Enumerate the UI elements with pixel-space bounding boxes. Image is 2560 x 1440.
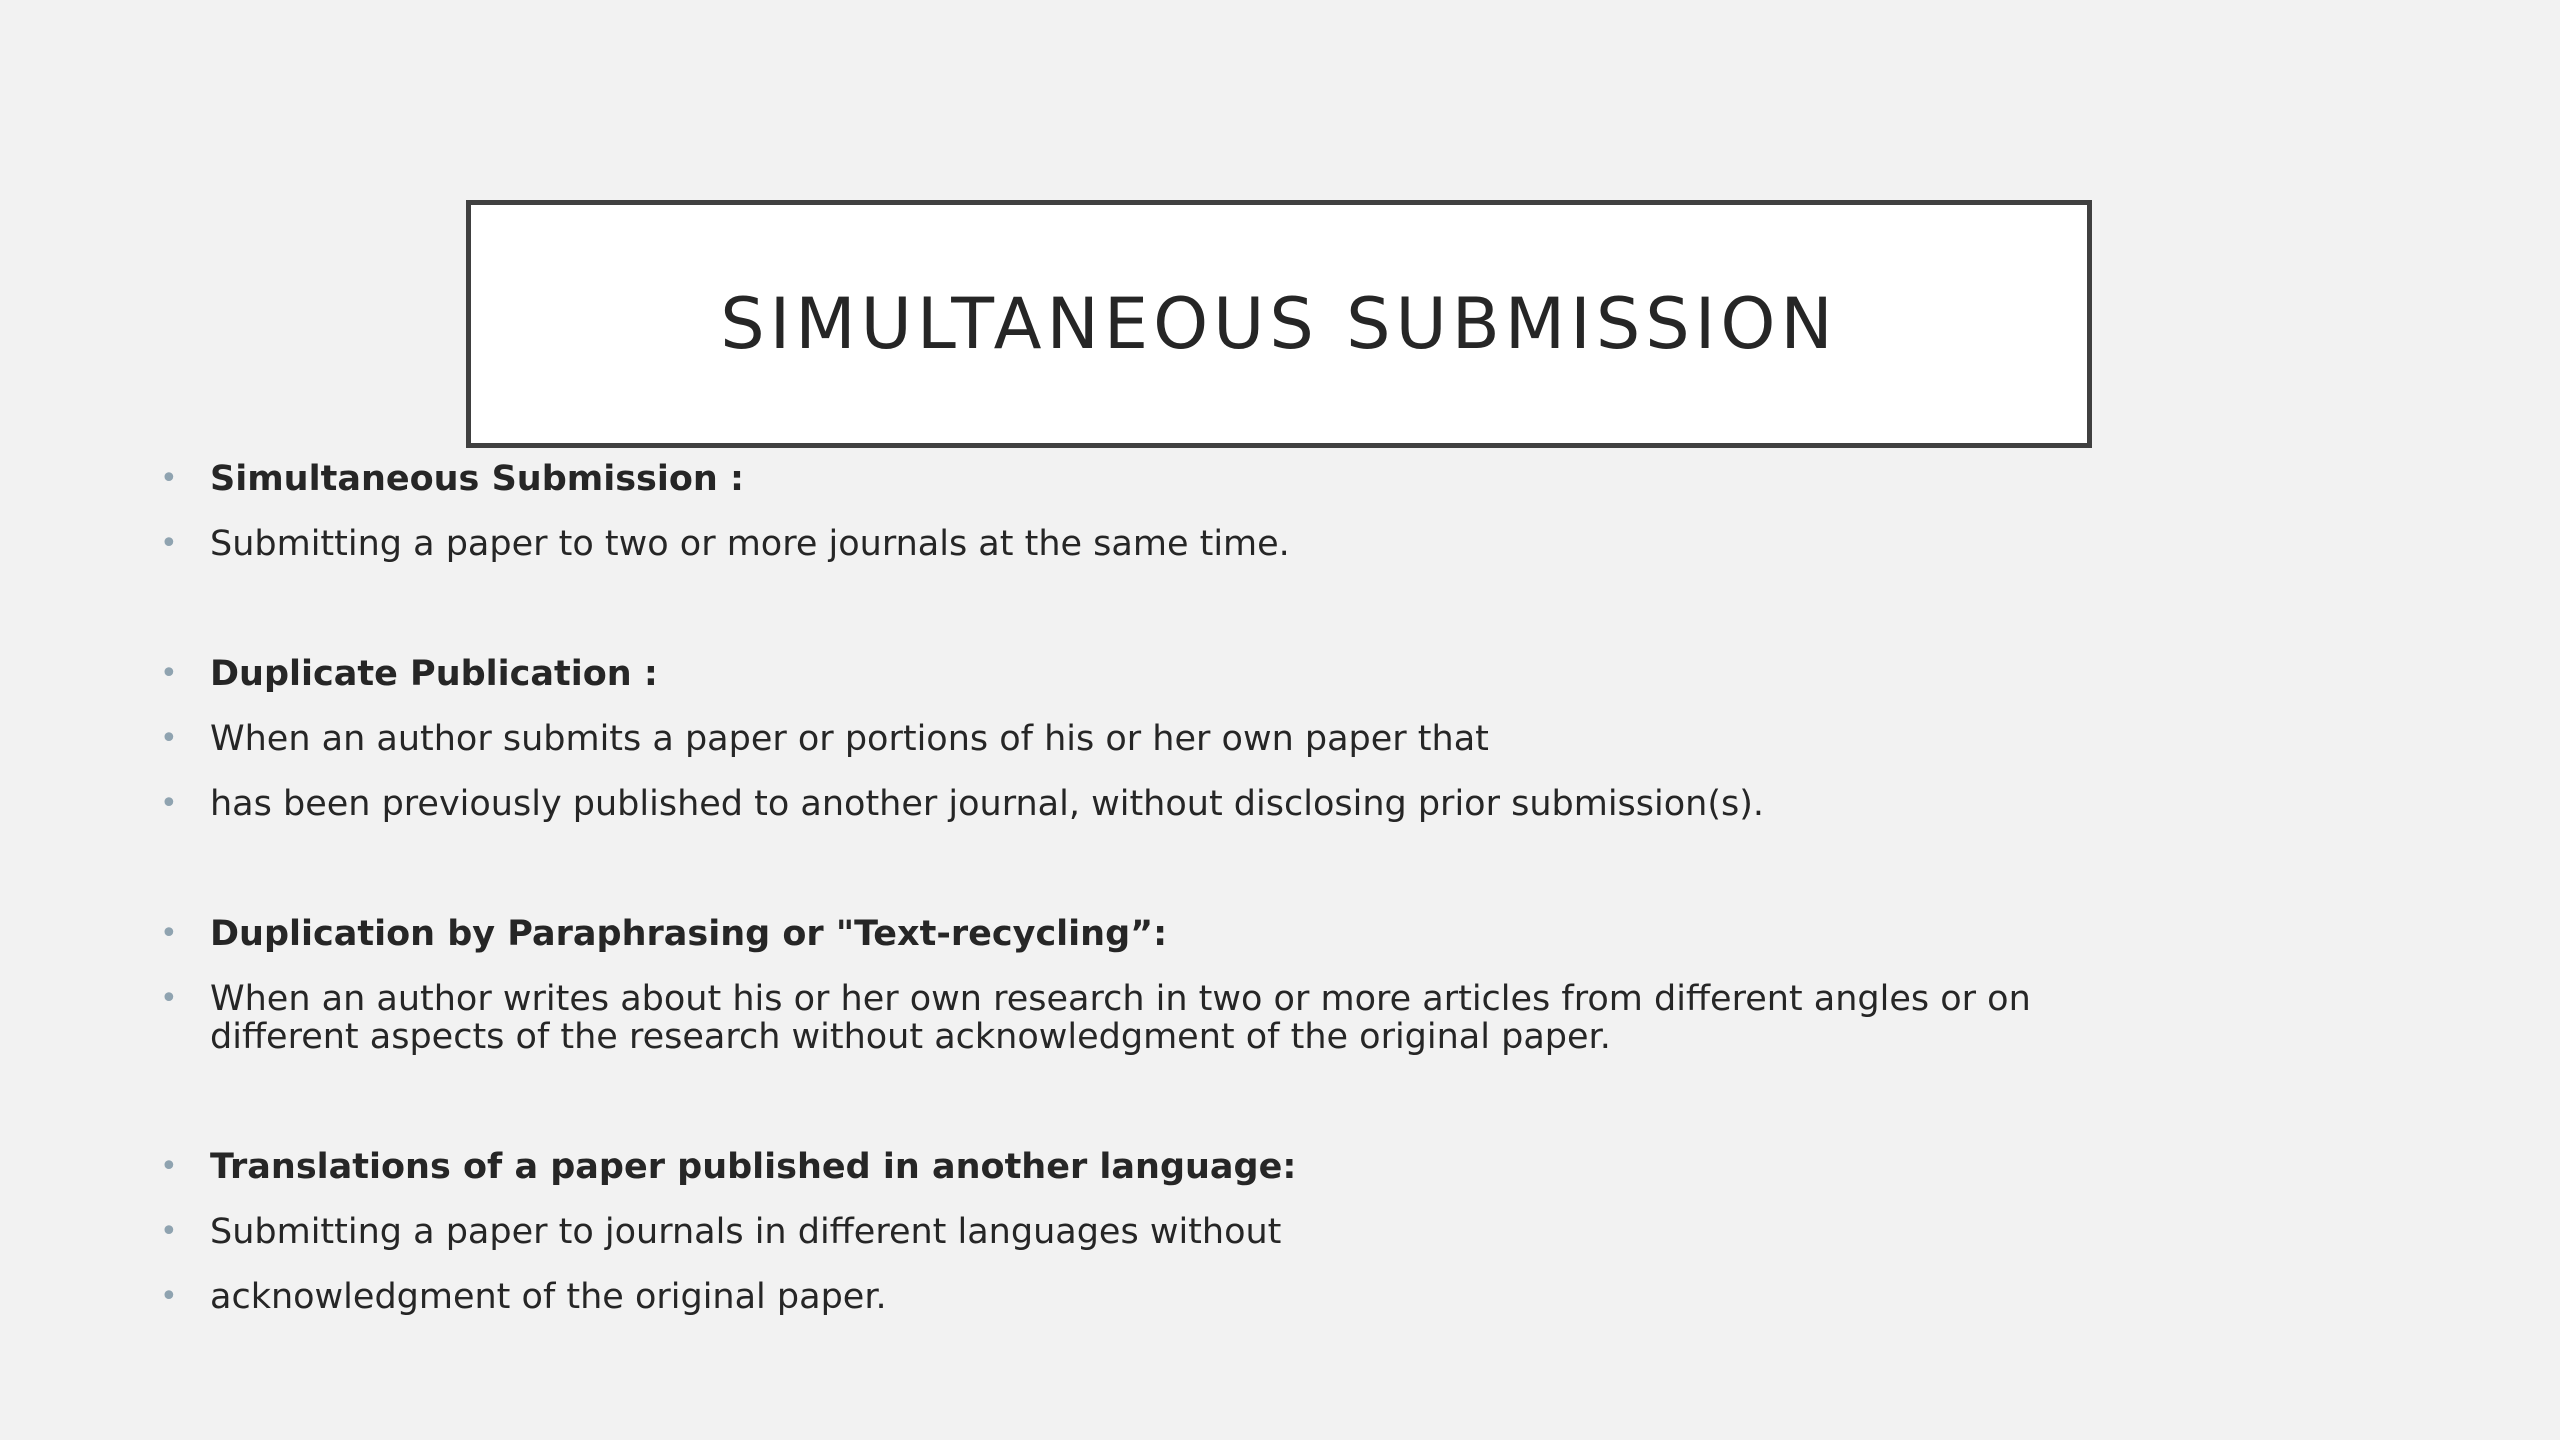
bullet-dot-icon: • <box>160 721 178 756</box>
bullet-heading-paraphrasing <box>160 915 2160 953</box>
bullet-text: When an author writes about his or her own research in two or more articles from different angles or on different aspects of the research without acknowledgment of the original paper. <box>210 979 2031 1057</box>
title-box <box>466 200 2092 448</box>
slide-title: SIMULTANEOUS SUBMISSION <box>720 283 1838 365</box>
bullet-dot-icon: • <box>160 526 178 561</box>
bullet-dot-icon: • <box>160 916 178 951</box>
bullet-item <box>160 980 2160 1056</box>
bullet-heading-duplicate <box>160 655 2160 693</box>
bullet-list <box>160 460 2160 1316</box>
bullet-text: Translations of a paper published in another language: <box>210 1147 1297 1187</box>
bullet-item <box>160 785 2160 823</box>
bullet-item <box>160 525 2160 563</box>
bullet-item <box>160 720 2160 758</box>
bullet-text: acknowledgment of the original paper. <box>210 1277 887 1317</box>
bullet-item <box>160 1213 2160 1251</box>
bullet-text: has been previously published to another journal, without disclosing prior submission(s). <box>210 784 1765 824</box>
bullet-dot-icon: • <box>160 786 178 821</box>
bullet-dot-icon: • <box>160 1149 178 1184</box>
bullet-heading-translations <box>160 1148 2160 1186</box>
bullet-text: Simultaneous Submission : <box>210 459 745 499</box>
bullet-text: Submitting a paper to journals in different languages without <box>210 1212 1282 1252</box>
bullet-text: Duplicate Publication : <box>210 654 658 694</box>
bullet-text: Duplication by Paraphrasing or "Text-recycling”: <box>210 914 1168 954</box>
bullet-dot-icon: • <box>160 656 178 691</box>
bullet-text: When an author submits a paper or portions of his or her own paper that <box>210 719 1489 759</box>
bullet-dot-icon: • <box>160 461 178 496</box>
bullet-dot-icon: • <box>160 1279 178 1314</box>
bullet-text: Submitting a paper to two or more journals at the same time. <box>210 524 1290 564</box>
bullet-dot-icon: • <box>160 1214 178 1249</box>
bullet-heading-simultaneous <box>160 460 2160 498</box>
bullet-item <box>160 1278 2160 1316</box>
bullet-dot-icon: • <box>160 981 178 1016</box>
